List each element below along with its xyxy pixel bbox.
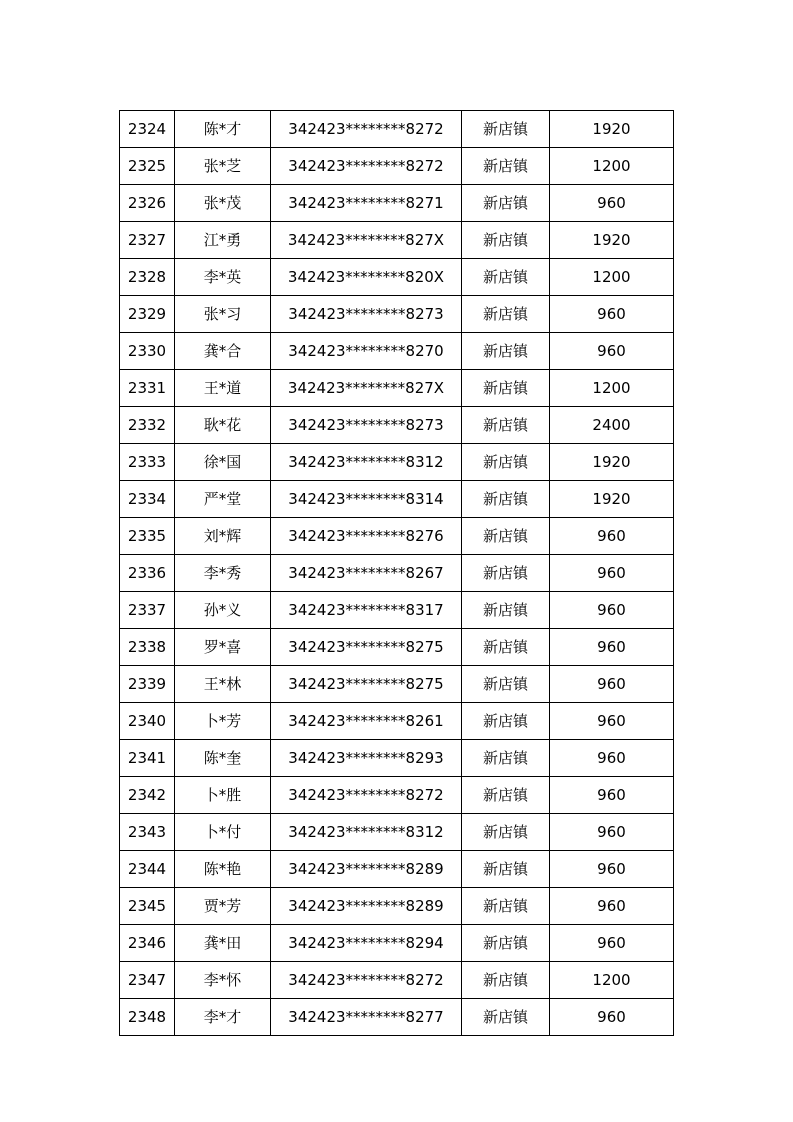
- serial-number-cell: 2334: [120, 481, 175, 518]
- serial-number-cell: 2347: [120, 962, 175, 999]
- serial-number-cell: 2337: [120, 592, 175, 629]
- table-row: [120, 407, 674, 444]
- amount-cell: 960: [550, 666, 674, 703]
- town-cell: 新店镇: [462, 629, 550, 666]
- town-cell: 新店镇: [462, 555, 550, 592]
- serial-number-cell: 2342: [120, 777, 175, 814]
- amount-cell: 1200: [550, 259, 674, 296]
- serial-number-cell: 2333: [120, 444, 175, 481]
- id-number-cell: 342423********827X: [271, 370, 462, 407]
- town-cell: 新店镇: [462, 481, 550, 518]
- town-cell: 新店镇: [462, 592, 550, 629]
- town-cell: 新店镇: [462, 370, 550, 407]
- amount-cell: 960: [550, 592, 674, 629]
- id-number-cell: 342423********8317: [271, 592, 462, 629]
- serial-number-cell: 2327: [120, 222, 175, 259]
- serial-number-cell: 2346: [120, 925, 175, 962]
- id-number-cell: 342423********8275: [271, 629, 462, 666]
- amount-cell: 1200: [550, 148, 674, 185]
- amount-cell: 960: [550, 740, 674, 777]
- name-cell: 张*习: [175, 296, 271, 333]
- town-cell: 新店镇: [462, 999, 550, 1036]
- town-cell: 新店镇: [462, 851, 550, 888]
- name-cell: 罗*喜: [175, 629, 271, 666]
- name-cell: 卜*芳: [175, 703, 271, 740]
- serial-number-cell: 2326: [120, 185, 175, 222]
- table-row: [120, 777, 674, 814]
- id-number-cell: 342423********8272: [271, 777, 462, 814]
- town-cell: 新店镇: [462, 777, 550, 814]
- amount-cell: 1920: [550, 444, 674, 481]
- table-row: [120, 814, 674, 851]
- name-cell: 贾*芳: [175, 888, 271, 925]
- table-row: [120, 259, 674, 296]
- amount-cell: 960: [550, 888, 674, 925]
- name-cell: 陈*艳: [175, 851, 271, 888]
- amount-cell: 960: [550, 703, 674, 740]
- town-cell: 新店镇: [462, 259, 550, 296]
- table-row: [120, 592, 674, 629]
- town-cell: 新店镇: [462, 111, 550, 148]
- town-cell: 新店镇: [462, 148, 550, 185]
- serial-number-cell: 2336: [120, 555, 175, 592]
- table-row: [120, 185, 674, 222]
- id-number-cell: 342423********8289: [271, 851, 462, 888]
- name-cell: 严*堂: [175, 481, 271, 518]
- amount-cell: 1920: [550, 222, 674, 259]
- id-number-cell: 342423********8272: [271, 962, 462, 999]
- serial-number-cell: 2330: [120, 333, 175, 370]
- table-body: [120, 111, 674, 1036]
- amount-cell: 960: [550, 185, 674, 222]
- table-row: [120, 703, 674, 740]
- name-cell: 张*茂: [175, 185, 271, 222]
- table-row: [120, 666, 674, 703]
- table-row: [120, 296, 674, 333]
- id-number-cell: 342423********8270: [271, 333, 462, 370]
- id-number-cell: 342423********8272: [271, 111, 462, 148]
- amount-cell: 960: [550, 925, 674, 962]
- id-number-cell: 342423********8273: [271, 296, 462, 333]
- id-number-cell: 342423********8277: [271, 999, 462, 1036]
- name-cell: 陈*奎: [175, 740, 271, 777]
- serial-number-cell: 2328: [120, 259, 175, 296]
- amount-cell: 960: [550, 999, 674, 1036]
- town-cell: 新店镇: [462, 740, 550, 777]
- serial-number-cell: 2335: [120, 518, 175, 555]
- serial-number-cell: 2341: [120, 740, 175, 777]
- id-number-cell: 342423********8267: [271, 555, 462, 592]
- id-number-cell: 342423********8272: [271, 148, 462, 185]
- id-number-cell: 342423********8312: [271, 814, 462, 851]
- serial-number-cell: 2339: [120, 666, 175, 703]
- table-row: [120, 333, 674, 370]
- table-row: [120, 518, 674, 555]
- name-cell: 李*英: [175, 259, 271, 296]
- table-row: [120, 370, 674, 407]
- name-cell: 张*芝: [175, 148, 271, 185]
- serial-number-cell: 2345: [120, 888, 175, 925]
- amount-cell: 1200: [550, 962, 674, 999]
- table-row: [120, 888, 674, 925]
- town-cell: 新店镇: [462, 185, 550, 222]
- name-cell: 李*秀: [175, 555, 271, 592]
- serial-number-cell: 2324: [120, 111, 175, 148]
- name-cell: 龚*合: [175, 333, 271, 370]
- id-number-cell: 342423********8312: [271, 444, 462, 481]
- id-number-cell: 342423********827X: [271, 222, 462, 259]
- town-cell: 新店镇: [462, 925, 550, 962]
- town-cell: 新店镇: [462, 296, 550, 333]
- name-cell: 江*勇: [175, 222, 271, 259]
- amount-cell: 960: [550, 518, 674, 555]
- subsidy-table: [119, 110, 674, 1036]
- amount-cell: 960: [550, 629, 674, 666]
- town-cell: 新店镇: [462, 333, 550, 370]
- town-cell: 新店镇: [462, 222, 550, 259]
- serial-number-cell: 2329: [120, 296, 175, 333]
- name-cell: 卜*胜: [175, 777, 271, 814]
- name-cell: 龚*田: [175, 925, 271, 962]
- id-number-cell: 342423********8271: [271, 185, 462, 222]
- table-row: [120, 999, 674, 1036]
- name-cell: 李*怀: [175, 962, 271, 999]
- name-cell: 耿*花: [175, 407, 271, 444]
- amount-cell: 960: [550, 296, 674, 333]
- amount-cell: 2400: [550, 407, 674, 444]
- table-row: [120, 555, 674, 592]
- serial-number-cell: 2340: [120, 703, 175, 740]
- id-number-cell: 342423********8294: [271, 925, 462, 962]
- amount-cell: 960: [550, 851, 674, 888]
- name-cell: 卜*付: [175, 814, 271, 851]
- serial-number-cell: 2332: [120, 407, 175, 444]
- town-cell: 新店镇: [462, 407, 550, 444]
- town-cell: 新店镇: [462, 962, 550, 999]
- table-row: [120, 481, 674, 518]
- town-cell: 新店镇: [462, 888, 550, 925]
- amount-cell: 960: [550, 333, 674, 370]
- id-number-cell: 342423********8314: [271, 481, 462, 518]
- id-number-cell: 342423********8261: [271, 703, 462, 740]
- table-row: [120, 111, 674, 148]
- amount-cell: 1920: [550, 481, 674, 518]
- amount-cell: 1200: [550, 370, 674, 407]
- id-number-cell: 342423********8293: [271, 740, 462, 777]
- id-number-cell: 342423********8289: [271, 888, 462, 925]
- id-number-cell: 342423********8276: [271, 518, 462, 555]
- town-cell: 新店镇: [462, 814, 550, 851]
- serial-number-cell: 2338: [120, 629, 175, 666]
- name-cell: 徐*国: [175, 444, 271, 481]
- serial-number-cell: 2348: [120, 999, 175, 1036]
- table-row: [120, 962, 674, 999]
- table-row: [120, 222, 674, 259]
- name-cell: 刘*辉: [175, 518, 271, 555]
- town-cell: 新店镇: [462, 518, 550, 555]
- table-row: [120, 148, 674, 185]
- amount-cell: 960: [550, 555, 674, 592]
- amount-cell: 960: [550, 777, 674, 814]
- name-cell: 李*才: [175, 999, 271, 1036]
- table-row: [120, 851, 674, 888]
- town-cell: 新店镇: [462, 703, 550, 740]
- id-number-cell: 342423********8275: [271, 666, 462, 703]
- name-cell: 王*道: [175, 370, 271, 407]
- name-cell: 孙*义: [175, 592, 271, 629]
- town-cell: 新店镇: [462, 444, 550, 481]
- name-cell: 王*林: [175, 666, 271, 703]
- table-row: [120, 740, 674, 777]
- table-row: [120, 444, 674, 481]
- serial-number-cell: 2325: [120, 148, 175, 185]
- id-number-cell: 342423********820X: [271, 259, 462, 296]
- serial-number-cell: 2343: [120, 814, 175, 851]
- amount-cell: 1920: [550, 111, 674, 148]
- town-cell: 新店镇: [462, 666, 550, 703]
- serial-number-cell: 2344: [120, 851, 175, 888]
- amount-cell: 960: [550, 814, 674, 851]
- name-cell: 陈*才: [175, 111, 271, 148]
- table-row: [120, 925, 674, 962]
- serial-number-cell: 2331: [120, 370, 175, 407]
- table-row: [120, 629, 674, 666]
- id-number-cell: 342423********8273: [271, 407, 462, 444]
